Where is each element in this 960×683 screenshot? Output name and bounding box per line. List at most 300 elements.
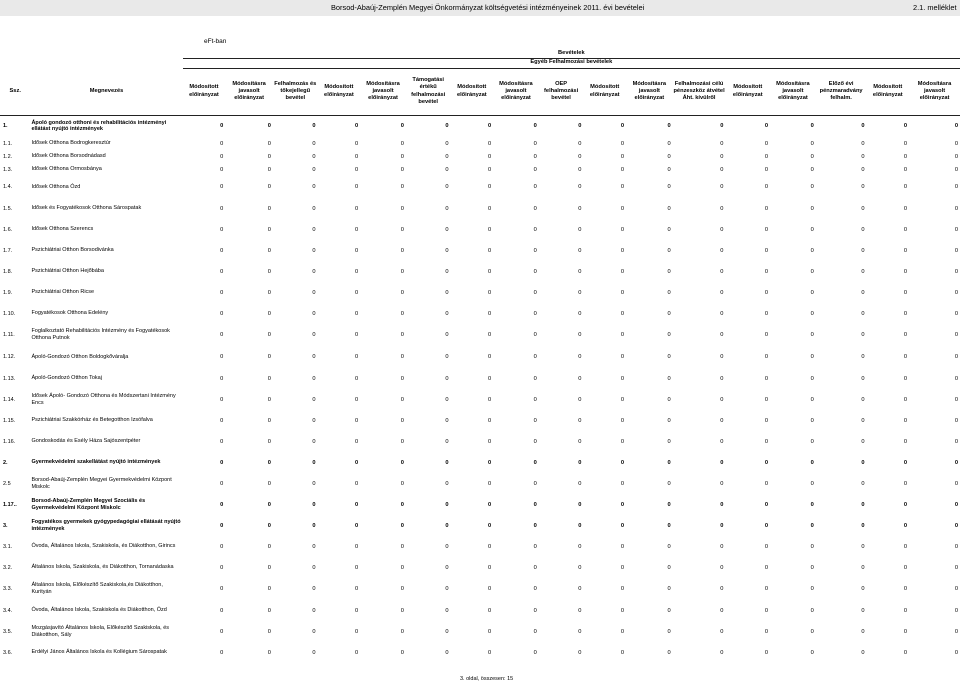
cell-value: 0 (861, 396, 865, 403)
row-number: 2. (3, 459, 8, 466)
cell-value: 0 (764, 226, 769, 233)
cell-value: 0 (578, 332, 582, 338)
cell-value: 0 (267, 354, 271, 360)
cell-value: 0 (720, 153, 724, 160)
cell-value: 0 (220, 123, 224, 130)
cell-value: 0 (954, 354, 958, 360)
cell-value: 0 (220, 184, 224, 190)
row-name: Általános Iskola, Szakiskola, és Diákotthon, Tornanádaska (31, 564, 174, 571)
cell-value: 0 (578, 586, 582, 592)
cell-value: 0 (220, 226, 224, 233)
row-name: Gondoskodás és Esély Háza Sajószentpéter (31, 438, 141, 445)
table-row (0, 600, 960, 621)
cell-value: 0 (445, 354, 449, 360)
cell-value: 0 (667, 354, 671, 360)
cell-value: 0 (903, 396, 908, 403)
column-header-1: Módosított előirányzat (183, 68, 226, 115)
cell-value: 0 (903, 310, 908, 317)
cell-value: 0 (267, 123, 271, 130)
row-name: Foglalkoztató Rehabilitációs Intézmény és Fogyatékosok Otthona Putnok (31, 328, 170, 341)
cell-value: 0 (355, 226, 359, 233)
row-name: Fogyatékosok Otthona Edelény (31, 310, 109, 317)
cell-value: 0 (810, 586, 814, 592)
cell-value: 0 (267, 586, 271, 592)
cell-value: 0 (620, 153, 625, 160)
cell-value: 0 (764, 564, 769, 571)
cell-value: 0 (445, 649, 449, 656)
cell-value: 0 (954, 543, 958, 550)
cell-value: 0 (810, 289, 814, 296)
cell-value: 0 (355, 628, 359, 635)
cell-value: 0 (903, 564, 908, 571)
row-name: Idősek Otthona Szerencs (31, 226, 94, 233)
cell-value: 0 (267, 459, 271, 466)
table-row (0, 240, 960, 261)
cell-value: 0 (954, 310, 958, 317)
cell-value: 0 (400, 153, 404, 160)
cell-value: 0 (487, 205, 492, 212)
cell-value: 0 (220, 205, 224, 212)
row-number: 1.15. (3, 417, 16, 424)
row-number: 1.14. (3, 396, 16, 403)
cell-value: 0 (861, 247, 865, 254)
column-header-7: Módosított előirányzat (451, 68, 494, 115)
cell-value: 0 (764, 166, 769, 173)
cell-value: 0 (445, 268, 449, 275)
cell-value: 0 (720, 226, 724, 233)
column-header-12: Felhalmozási célú pénzeszköz átvétel Áht. kívülről (673, 68, 726, 115)
cell-value: 0 (810, 166, 814, 173)
cell-value: 0 (667, 332, 671, 338)
cell-value: 0 (861, 417, 865, 424)
cell-value: 0 (487, 543, 492, 550)
cell-value: 0 (903, 354, 908, 360)
cell-value: 0 (954, 396, 958, 403)
cell-value: 0 (903, 247, 908, 254)
cell-value: 0 (312, 607, 316, 614)
cell-value: 0 (720, 501, 724, 508)
cell-value: 0 (312, 166, 316, 173)
cell-value: 0 (810, 607, 814, 614)
cell-value: 0 (720, 247, 724, 254)
cell-value: 0 (578, 123, 582, 130)
cell-value: 0 (400, 268, 404, 275)
cell-value: 0 (954, 522, 958, 529)
cell-value: 0 (620, 501, 625, 508)
cell-value: 0 (355, 522, 359, 529)
cell-value: 0 (764, 396, 769, 403)
row-number: 1.6. (3, 226, 13, 233)
cell-value: 0 (903, 628, 908, 635)
cell-value: 0 (720, 586, 724, 592)
cell-value: 0 (400, 522, 404, 529)
cell-value: 0 (445, 543, 449, 550)
cell-value: 0 (667, 628, 671, 635)
cell-value: 0 (810, 268, 814, 275)
cell-value: 0 (487, 166, 492, 173)
cell-value: 0 (620, 375, 625, 382)
cell-value: 0 (810, 543, 814, 550)
cell-value: 0 (954, 184, 958, 190)
cell-value: 0 (220, 268, 224, 275)
cell-value: 0 (312, 417, 316, 424)
cell-value: 0 (903, 140, 908, 147)
cell-value: 0 (355, 459, 359, 466)
cell-value: 0 (861, 628, 865, 635)
cell-value: 0 (312, 396, 316, 403)
cell-value: 0 (355, 166, 359, 173)
cell-value: 0 (533, 166, 537, 173)
cell-value: 0 (220, 649, 224, 656)
cell-value: 0 (312, 459, 316, 466)
cell-value: 0 (355, 396, 359, 403)
cell-value: 0 (667, 522, 671, 529)
row-name: Borsod-Abaúj-Zemplén Megyei Szociális és Gyermekvédelmi Központ Miskolc (31, 497, 146, 511)
cell-value: 0 (720, 310, 724, 317)
cell-value: 0 (810, 226, 814, 233)
cell-value: 0 (810, 375, 814, 382)
cell-value: 0 (312, 501, 316, 508)
cell-value: 0 (578, 153, 582, 160)
cell-value: 0 (810, 205, 814, 212)
column-header-8: Módosításra javasolt előirányzat (493, 68, 539, 115)
cell-value: 0 (954, 226, 958, 233)
cell-value: 0 (954, 607, 958, 614)
cell-value: 0 (667, 564, 671, 571)
cell-value: 0 (764, 628, 769, 635)
cell-value: 0 (861, 354, 865, 360)
row-number: 2.5 (3, 480, 11, 487)
column-header-name: Megnevezés (30, 68, 182, 115)
cell-value: 0 (220, 607, 224, 614)
cell-value: 0 (487, 226, 492, 233)
cell-value: 0 (903, 480, 908, 487)
cell-value: 0 (954, 501, 958, 508)
cell-value: 0 (533, 480, 537, 487)
cell-value: 0 (487, 123, 492, 130)
table-row (0, 410, 960, 431)
cell-value: 0 (720, 628, 724, 635)
cell-value: 0 (445, 123, 449, 130)
cell-value: 0 (764, 417, 769, 424)
cell-value: 0 (312, 522, 316, 529)
cell-value: 0 (400, 205, 404, 212)
cell-value: 0 (445, 586, 449, 592)
cell-value: 0 (533, 247, 537, 254)
cell-value: 0 (445, 522, 449, 529)
cell-value: 0 (764, 268, 769, 275)
cell-value: 0 (810, 332, 814, 338)
cell-value: 0 (533, 268, 537, 275)
cell-value: 0 (220, 480, 224, 487)
cell-value: 0 (667, 375, 671, 382)
cell-value: 0 (810, 417, 814, 424)
cell-value: 0 (355, 310, 359, 317)
cell-value: 0 (861, 522, 865, 529)
table-row (0, 163, 960, 176)
cell-value: 0 (445, 501, 449, 508)
cell-value: 0 (903, 123, 908, 130)
row-number: 1. (3, 123, 8, 130)
column-header-ssz: Ssz. (0, 68, 30, 115)
cell-value: 0 (267, 166, 271, 173)
cell-value: 0 (487, 459, 492, 466)
row-name: Pszichiátriai Otthon Hejőbába (31, 268, 104, 275)
cell-value: 0 (954, 289, 958, 296)
row-number: 1.7. (3, 247, 13, 254)
cell-value: 0 (861, 310, 865, 317)
cell-value: 0 (954, 438, 958, 445)
cell-value: 0 (533, 226, 537, 233)
cell-value: 0 (620, 354, 625, 360)
cell-value: 0 (578, 438, 582, 445)
cell-value: 0 (267, 226, 271, 233)
column-header-9: OEP felhalmozási bevétel (539, 68, 584, 115)
cell-value: 0 (487, 564, 492, 571)
cell-value: 0 (578, 310, 582, 317)
cell-value: 0 (954, 564, 958, 571)
column-header-14: Módosításra javasolt előirányzat (770, 68, 816, 115)
cell-value: 0 (720, 396, 724, 403)
cell-value: 0 (355, 586, 359, 592)
cell-value: 0 (954, 459, 958, 466)
cell-value: 0 (620, 289, 625, 296)
cell-value: 0 (355, 501, 359, 508)
cell-value: 0 (355, 649, 359, 656)
cell-value: 0 (355, 332, 359, 338)
cell-value: 0 (720, 289, 724, 296)
row-name: Ápoló gondozó otthoni és rehabilitációs intézményi ellátást nyújtó intézmények (31, 119, 167, 133)
cell-value: 0 (764, 607, 769, 614)
row-number: 1.12. (3, 354, 16, 360)
cell-value: 0 (220, 310, 224, 317)
cell-value: 0 (810, 396, 814, 403)
cell-value: 0 (220, 417, 224, 424)
cell-value: 0 (312, 140, 316, 147)
cell-value: 0 (312, 247, 316, 254)
cell-value: 0 (533, 375, 537, 382)
cell-value: 0 (954, 375, 958, 382)
cell-value: 0 (267, 607, 271, 614)
cell-value: 0 (903, 289, 908, 296)
cell-value: 0 (355, 543, 359, 550)
cell-value: 0 (355, 564, 359, 571)
cell-value: 0 (954, 153, 958, 160)
table-row (0, 150, 960, 163)
cell-value: 0 (903, 153, 908, 160)
cell-value: 0 (764, 354, 769, 360)
row-number: 3.3. (3, 586, 13, 592)
cell-value: 0 (903, 166, 908, 173)
page-footer: 3. oldal, összesen: 15 (460, 676, 514, 682)
cell-value: 0 (578, 226, 582, 233)
cell-value: 0 (533, 354, 537, 360)
table-row (0, 536, 960, 557)
cell-value: 0 (400, 332, 404, 338)
cell-value: 0 (445, 140, 449, 147)
column-header-10: Módosított előirányzat (583, 68, 626, 115)
cell-value: 0 (903, 501, 908, 508)
cell-value: 0 (220, 438, 224, 445)
cell-value: 0 (533, 438, 537, 445)
cell-value: 0 (533, 564, 537, 571)
cell-value: 0 (312, 354, 316, 360)
cell-value: 0 (954, 649, 958, 656)
attachment-label: 2.1. melléklet (913, 3, 957, 12)
cell-value: 0 (578, 459, 582, 466)
cell-value: 0 (720, 184, 724, 190)
cell-value: 0 (720, 543, 724, 550)
cell-value: 0 (487, 289, 492, 296)
cell-value: 0 (810, 247, 814, 254)
cell-value: 0 (861, 438, 865, 445)
cell-value: 0 (954, 628, 958, 635)
cell-value: 0 (667, 140, 671, 147)
cell-value: 0 (533, 140, 537, 147)
cell-value: 0 (720, 438, 724, 445)
cell-value: 0 (400, 375, 404, 382)
cell-value: 0 (267, 310, 271, 317)
cell-value: 0 (810, 480, 814, 487)
header-bevetelek: Bevételek (183, 49, 960, 58)
cell-value: 0 (720, 205, 724, 212)
cell-value: 0 (620, 649, 625, 656)
cell-value: 0 (861, 289, 865, 296)
row-number: 1.2. (3, 153, 13, 160)
cell-value: 0 (487, 268, 492, 275)
document-title: Borsod-Abaúj-Zemplén Megyei Önkormányzat költségvetési intézményeinek 2011. évi bevételei (331, 3, 645, 12)
cell-value: 0 (903, 459, 908, 466)
cell-value: 0 (667, 205, 671, 212)
cell-value: 0 (578, 649, 582, 656)
cell-value: 0 (445, 417, 449, 424)
cell-value: 0 (764, 501, 769, 508)
table-row (0, 452, 960, 473)
cell-value: 0 (312, 205, 316, 212)
cell-value: 0 (267, 480, 271, 487)
row-name: Idősek Otthona Ózd (31, 183, 81, 190)
cell-value: 0 (267, 205, 271, 212)
cell-value: 0 (810, 438, 814, 445)
cell-value: 0 (355, 140, 359, 147)
row-name: Borsod-Abaúj-Zemplén Megyei Gyermekvédelmi Központ Miskolc (31, 476, 172, 490)
cell-value: 0 (903, 607, 908, 614)
cell-value: 0 (400, 396, 404, 403)
cell-value: 0 (400, 649, 404, 656)
cell-value: 0 (487, 649, 492, 656)
row-name: Ápoló-Gondozó Otthon Boldogkőváralja (31, 353, 129, 360)
table-row (0, 261, 960, 282)
table-row (0, 198, 960, 219)
cell-value: 0 (578, 396, 582, 403)
table-row (0, 368, 960, 389)
cell-value: 0 (620, 607, 625, 614)
cell-value: 0 (578, 628, 582, 635)
cell-value: 0 (533, 522, 537, 529)
cell-value: 0 (267, 522, 271, 529)
cell-value: 0 (861, 268, 865, 275)
cell-value: 0 (903, 438, 908, 445)
cell-value: 0 (445, 205, 449, 212)
cell-value: 0 (355, 607, 359, 614)
cell-value: 0 (620, 459, 625, 466)
cell-value: 0 (720, 607, 724, 614)
cell-value: 0 (810, 123, 814, 130)
cell-value: 0 (620, 586, 625, 592)
cell-value: 0 (220, 140, 224, 147)
cell-value: 0 (487, 480, 492, 487)
cell-value: 0 (312, 332, 316, 338)
cell-value: 0 (400, 417, 404, 424)
cell-value: 0 (810, 628, 814, 635)
column-header-2: Módosításra javasolt előirányzat (225, 68, 273, 115)
cell-value: 0 (355, 438, 359, 445)
cell-value: 0 (667, 310, 671, 317)
cell-value: 0 (764, 140, 769, 147)
row-name: Idősek Otthona Borsodnádasd (31, 153, 106, 160)
cell-value: 0 (487, 247, 492, 254)
row-name: Mozgásjavító Általános Iskola, Előkészítő Szakiskola, és Diákotthon, Sály (31, 624, 170, 638)
cell-value: 0 (620, 247, 625, 254)
cell-value: 0 (861, 375, 865, 382)
cell-value: 0 (810, 140, 814, 147)
cell-value: 0 (400, 289, 404, 296)
cell-value: 0 (487, 354, 492, 360)
row-number: 3.2. (3, 564, 13, 571)
cell-value: 0 (578, 205, 582, 212)
cell-value: 0 (267, 501, 271, 508)
table-row (0, 346, 960, 368)
cell-value: 0 (267, 247, 271, 254)
cell-value: 0 (903, 522, 908, 529)
cell-value: 0 (764, 184, 769, 190)
cell-value: 0 (487, 522, 492, 529)
column-header-6: Támogatási értékű felhalmozási bevétel (406, 68, 451, 115)
cell-value: 0 (355, 268, 359, 275)
cell-value: 0 (720, 480, 724, 487)
cell-value: 0 (355, 247, 359, 254)
cell-value: 0 (220, 564, 224, 571)
row-name: Általános Iskola, Előkészítő Szakiskola,és Diákotthon, Kurityán (31, 582, 163, 595)
cell-value: 0 (720, 332, 724, 338)
cell-value: 0 (312, 268, 316, 275)
cell-value: 0 (667, 438, 671, 445)
cell-value: 0 (720, 417, 724, 424)
cell-value: 0 (620, 226, 625, 233)
cell-value: 0 (954, 123, 958, 130)
row-name: Óvoda, Általános Iskola, Szakiskola és Diákotthon, Ózd (31, 607, 167, 614)
cell-value: 0 (667, 123, 671, 130)
cell-value: 0 (400, 247, 404, 254)
column-header-11: Módosításra javasolt előirányzat (626, 68, 673, 115)
cell-value: 0 (667, 501, 671, 508)
cell-value: 0 (312, 649, 316, 656)
cell-value: 0 (267, 417, 271, 424)
table-row (0, 431, 960, 452)
cell-value: 0 (220, 586, 224, 592)
cell-value: 0 (220, 247, 224, 254)
cell-value: 0 (400, 438, 404, 445)
cell-value: 0 (355, 153, 359, 160)
cell-value: 0 (720, 354, 724, 360)
cell-value: 0 (903, 543, 908, 550)
table-row (0, 578, 960, 600)
cell-value: 0 (400, 140, 404, 147)
cell-value: 0 (620, 396, 625, 403)
row-name: Gyermekvédelmi szakellátást nyújtó intézmények (31, 459, 161, 466)
cell-value: 0 (954, 268, 958, 275)
row-number: 1.4. (3, 184, 13, 190)
